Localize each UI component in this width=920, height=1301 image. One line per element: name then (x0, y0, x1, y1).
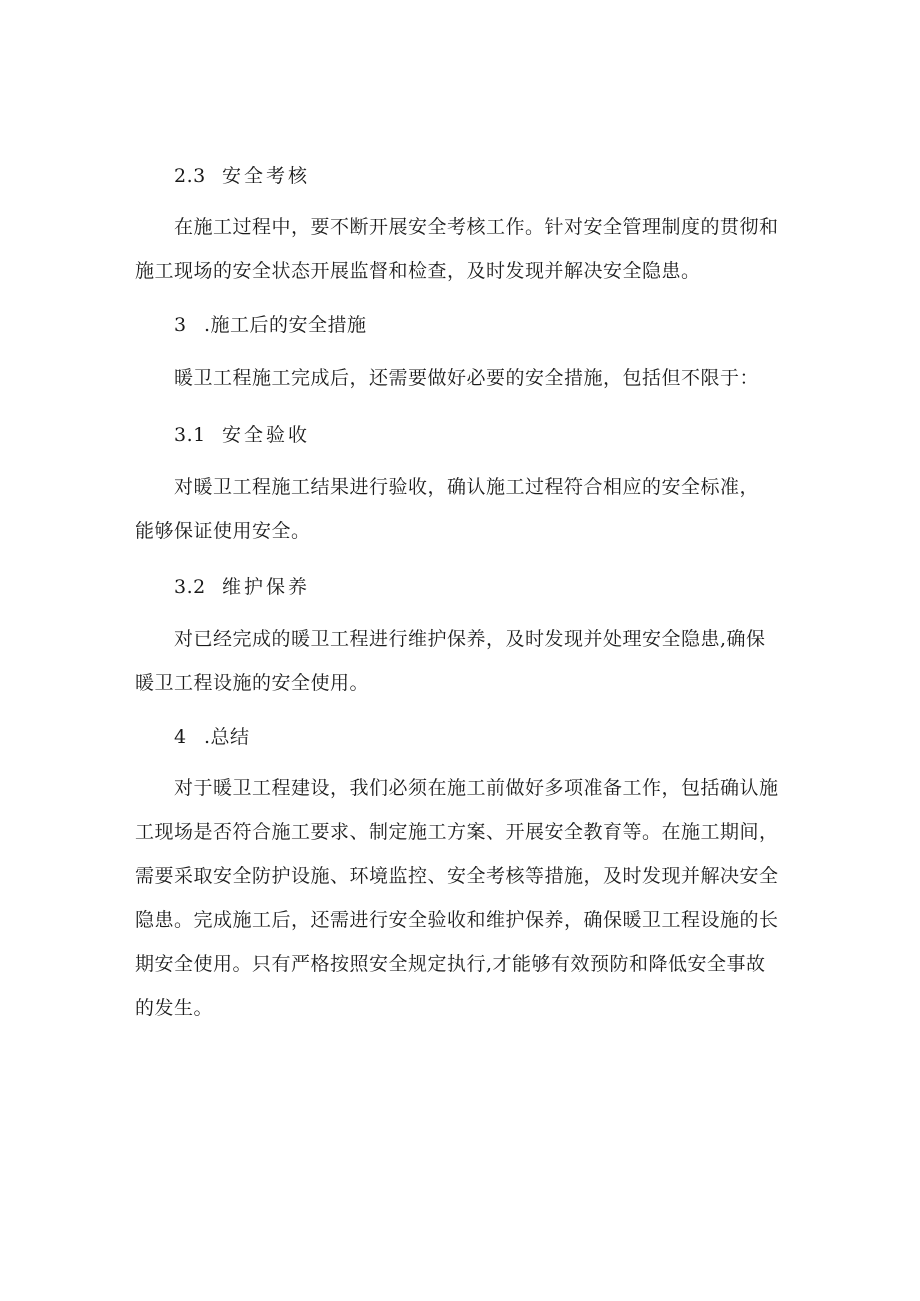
paragraph-line: 隐患。完成施工后，还需进行安全验收和维护保养，确保暖卫工程设施的长 (135, 909, 779, 931)
section-title: 安全验收 (222, 424, 311, 446)
paragraph-line: 的发生。 (135, 997, 214, 1019)
section-heading-3-2 (174, 565, 814, 609)
section-title: 维护保养 (222, 576, 311, 598)
section-number: 4 (174, 726, 187, 748)
paragraph-line: 对暖卫工程施工结果进行验收，确认施工过程符合相应的安全标准， (174, 476, 760, 498)
section-title: .施工后的安全措施 (204, 314, 367, 336)
section-heading-3 (174, 303, 814, 347)
paragraph-line: 在施工过程中，要不断开展安全考核工作。针对安全管理制度的贯彻和 (174, 216, 779, 238)
paragraph-line: 施工现场的安全状态开展监督和检查，及时发现并解决安全隐患。 (135, 260, 701, 282)
paragraph-4 (135, 766, 815, 1030)
paragraph-line: 需要采取安全防护设施、环境监控、安全考核等措施，及时发现并解决安全 (135, 865, 779, 887)
section-title: .总结 (204, 726, 250, 748)
paragraph-line: 对于暖卫工程建设，我们必须在施工前做好多项准备工作，包括确认施 (174, 777, 779, 799)
section-heading-4 (174, 715, 814, 759)
section-heading-3-1 (174, 413, 814, 457)
section-heading-2-3 (174, 154, 814, 198)
paragraph-3-2 (135, 617, 815, 705)
section-number: 3.2 (174, 576, 206, 598)
paragraph-3 (135, 356, 815, 400)
paragraph-line: 对已经完成的暖卫工程进行维护保养，及时发现并处理安全隐患,确保 (174, 628, 766, 650)
section-title: 安全考核 (222, 165, 311, 187)
paragraph-line: 工现场是否符合施工要求、制定施工方案、开展安全教育等。在施工期间， (135, 821, 779, 843)
paragraph-line: 暖卫工程设施的安全使用。 (135, 672, 370, 694)
paragraph-2-3 (135, 205, 815, 293)
paragraph-line: 能够保证使用安全。 (135, 520, 311, 542)
paragraph-line: 期安全使用。只有严格按照安全规定执行,才能够有效预防和降低安全事故 (135, 953, 766, 975)
section-number: 2.3 (174, 165, 206, 187)
paragraph-line: 暖卫工程施工完成后，还需要做好必要的安全措施，包括但不限于： (174, 367, 760, 389)
section-number: 3 (174, 314, 187, 336)
section-number: 3.1 (174, 424, 206, 446)
paragraph-3-1 (135, 465, 815, 553)
